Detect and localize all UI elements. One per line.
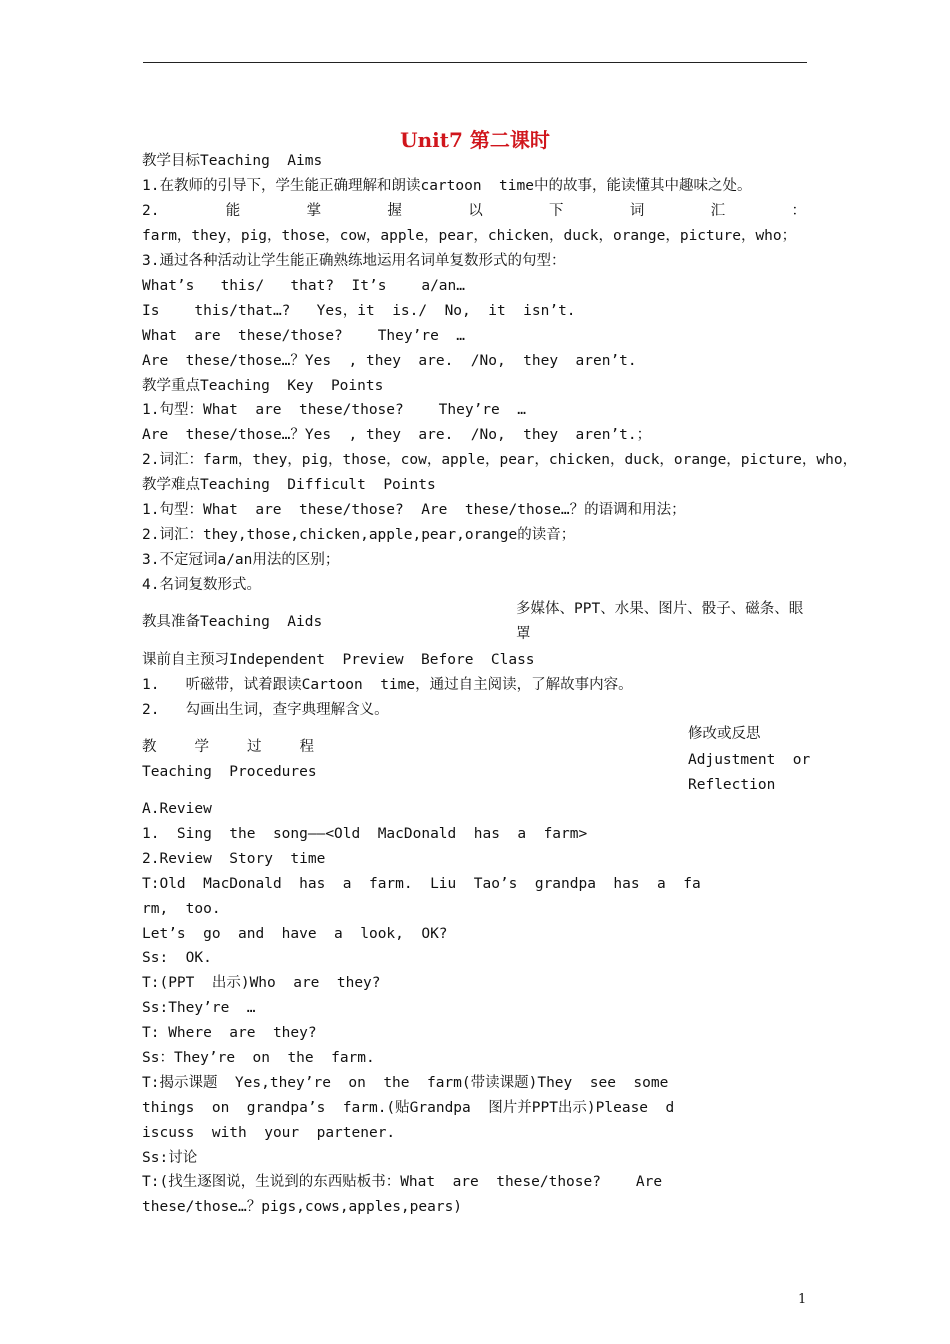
text-line: 1.句型：What are these/those? They’re … bbox=[142, 402, 526, 418]
text-line: 2.词汇：they,those,chicken,apple,pear,orange的读音； bbox=[142, 527, 576, 543]
vocab-heading-char: 以 bbox=[468, 203, 483, 219]
vocab-heading-char: 握 bbox=[387, 203, 402, 219]
procedures-heading-char: 教 bbox=[142, 739, 157, 755]
body-line: T:(找生逐图说，生说到的东西贴板书：What are these/those? Are bbox=[142, 1174, 663, 1190]
body-line: things on grandpa’s farm.(贴Grandpa 图片并PPT出示)Please d bbox=[142, 1100, 675, 1116]
body-line: Ss: OK. bbox=[142, 950, 212, 966]
text-line: 2. 勾画出生词，查字典理解含义。 bbox=[142, 702, 389, 718]
aids-label: 教具准备Teaching Aids bbox=[142, 614, 323, 630]
text-line: 1.在教师的引导下，学生能正确理解和朗读cartoon time中的故事，能读懂其中趣味之处。 bbox=[142, 178, 752, 194]
section-heading: 教学重点Teaching Key Points bbox=[142, 378, 384, 394]
vocab-heading-char: 能 bbox=[225, 203, 241, 219]
procedures-heading-char: 学 bbox=[194, 739, 209, 755]
text-line: 1. 听磁带，试着跟读Cartoon time，通过自主阅读，了解故事内容。 bbox=[142, 677, 633, 693]
vocab-heading-char: 词 bbox=[629, 203, 645, 219]
body-line: T:(PPT 出示)Who are they? bbox=[142, 975, 381, 991]
text-line: Is this/that…? Yes，it is./ No, it isn’t. bbox=[142, 303, 576, 319]
header-rule bbox=[143, 62, 807, 63]
body-line: T:揭示课题 Yes,they’re on the farm(带读课题)They see some bbox=[142, 1075, 669, 1091]
procedures-heading-en: Teaching Procedures bbox=[142, 764, 317, 780]
body-line: A.Review bbox=[142, 801, 212, 817]
vocab-heading-char: ： bbox=[791, 203, 806, 219]
text-line: What’s this/ that? It’s a/an… bbox=[142, 278, 466, 294]
reflection-heading: 修改或反思 bbox=[688, 726, 761, 742]
vocab-heading-char: 汇 bbox=[710, 203, 726, 219]
body-line: Ss：They’re on the farm. bbox=[142, 1050, 375, 1066]
procedures-heading-char: 过 bbox=[247, 739, 262, 755]
reflection-heading-en: Adjustment or bbox=[688, 752, 811, 768]
vocab-heading-char: 掌 bbox=[306, 203, 322, 219]
vocab-heading bbox=[142, 201, 806, 221]
body-line: 1. Sing the song——<Old MacDonald has a farm> bbox=[142, 826, 588, 842]
vocab-heading-char: 下 bbox=[549, 203, 564, 219]
body-line: iscuss with your partener. bbox=[142, 1125, 396, 1141]
body-line: Let’s go and have a look, OK? bbox=[142, 926, 448, 942]
text-line: Are these/those…？Yes , they are. /No, they aren’t. bbox=[142, 353, 637, 369]
text-line: 1.句型：What are these/those? Are these/those…？的语调和用法； bbox=[142, 502, 686, 518]
vocab-heading-char: 2. bbox=[142, 203, 160, 219]
procedures-heading bbox=[142, 737, 314, 757]
body-line: these/those…？pigs,cows,apples,pears) bbox=[142, 1199, 463, 1215]
text-line: 4.名词复数形式。 bbox=[142, 577, 261, 593]
body-line: T:Old MacDonald has a farm. Liu Tao’s grandpa has a fa bbox=[142, 876, 701, 892]
page-title: Unit7 第二课时 bbox=[400, 128, 550, 152]
text-line: 3.不定冠词a/an用法的区别； bbox=[142, 552, 340, 568]
text-line: What are these/those? They’re … bbox=[142, 328, 466, 344]
body-line: Ss:They’re … bbox=[142, 1000, 256, 1016]
body-line: 2.Review Story time bbox=[142, 851, 326, 867]
text-line: 2.词汇：farm，they，pig，those，cow，apple，pear，chicken，duck，orange，picture，who， bbox=[142, 452, 858, 468]
page-number: 1 bbox=[798, 1292, 807, 1307]
text-line: 教学目标Teaching Aims bbox=[142, 153, 323, 169]
procedures-heading-char: 程 bbox=[299, 739, 314, 755]
body-line: Ss:讨论 bbox=[142, 1150, 198, 1166]
aids-value: 多媒体、PPT、水果、图片、骰子、磁条、眼罩 bbox=[516, 601, 804, 642]
text-line: farm，they，pig，those，cow，apple，pear，chicken，duck，orange，picture，who； bbox=[142, 228, 797, 244]
section-heading: 教学难点Teaching Difficult Points bbox=[142, 477, 436, 493]
body-line: rm, too. bbox=[142, 901, 221, 917]
body-line: T: Where are they? bbox=[142, 1025, 317, 1041]
text-line: 3.通过各种活动让学生能正确熟练地运用名词单复数形式的句型： bbox=[142, 253, 566, 269]
text-line: Are these/those…？Yes , they are. /No, they aren’t.； bbox=[142, 427, 652, 443]
section-heading: 课前自主预习Independent Preview Before Class bbox=[142, 652, 535, 668]
reflection-heading-en: Reflection bbox=[688, 777, 776, 793]
